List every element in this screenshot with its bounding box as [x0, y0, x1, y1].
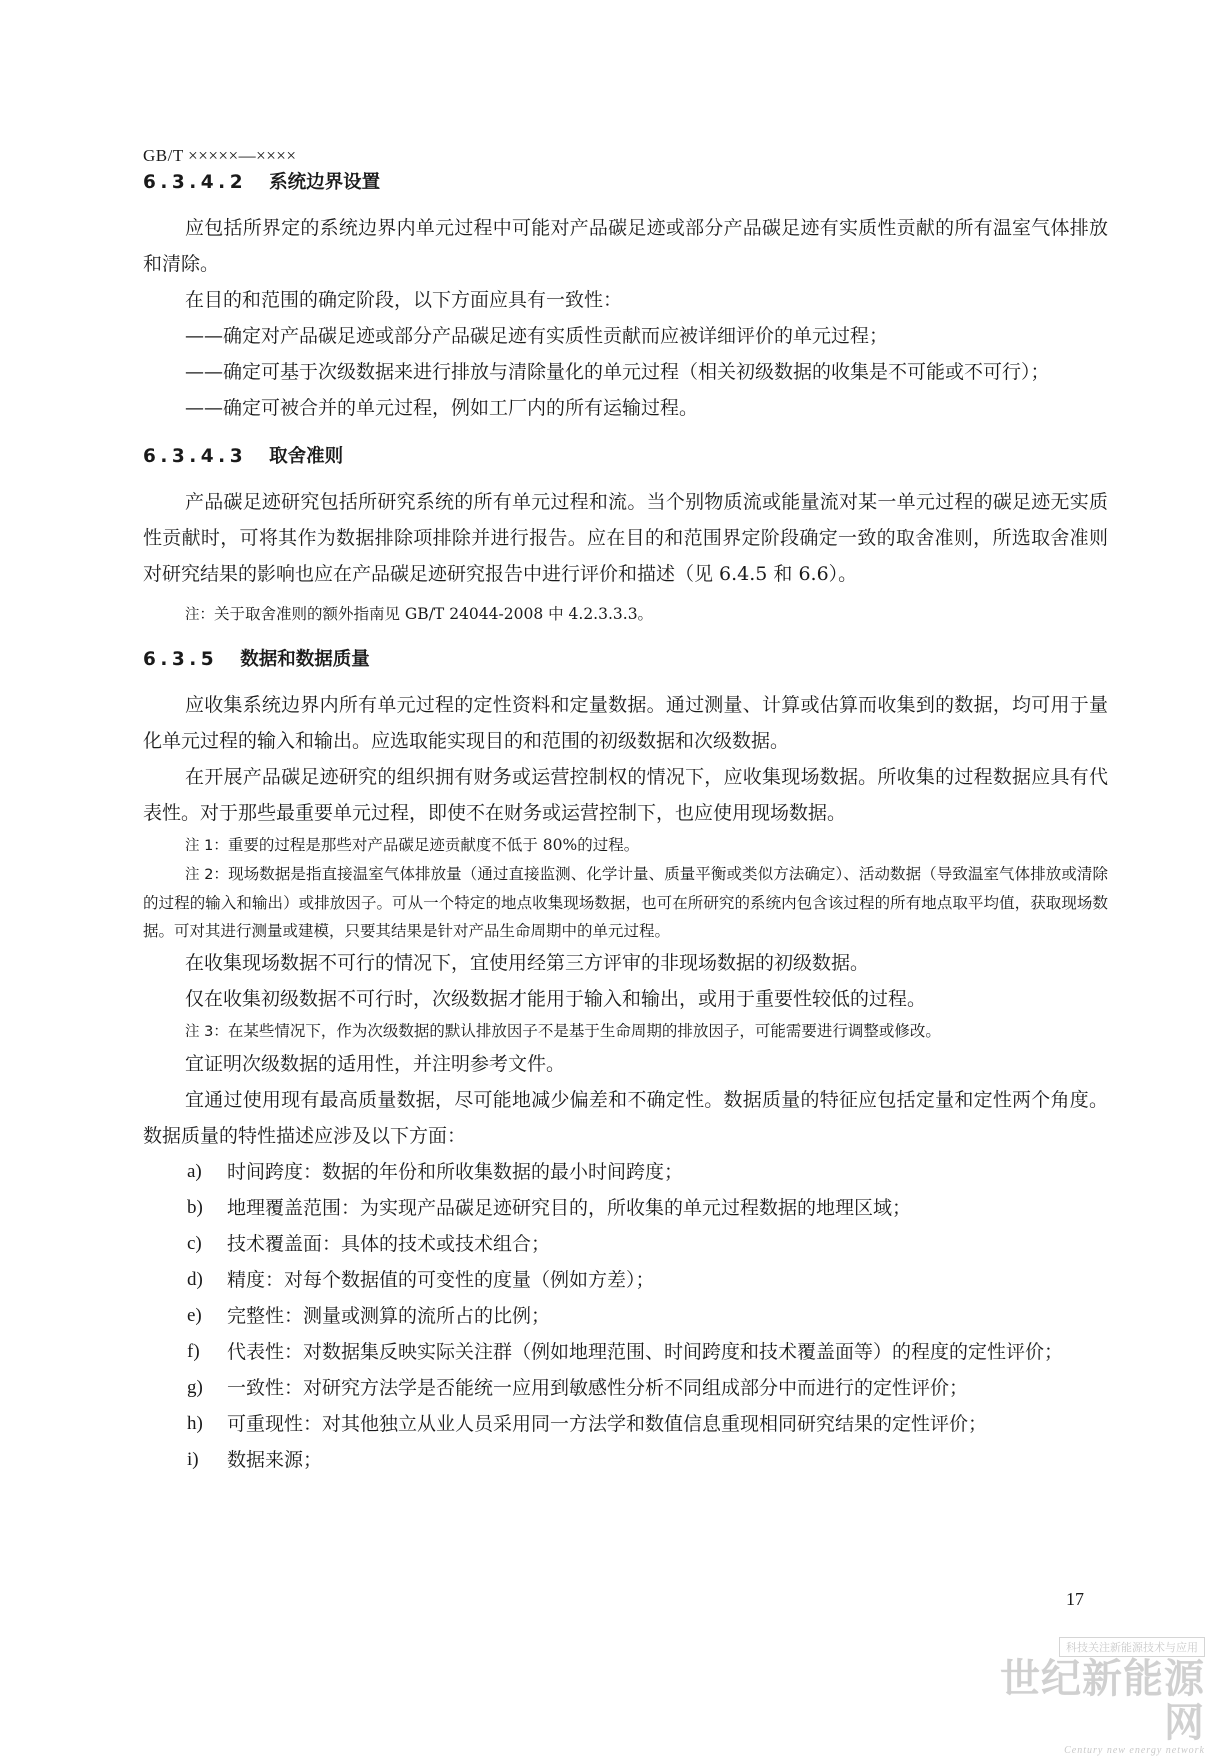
list-letter: h) [187, 1413, 203, 1434]
watermark-logo-text: 世纪新能源网 [1000, 1655, 1205, 1746]
paragraph: 仅在收集初级数据不可行时，次级数据才能用于输入和输出，或用于重要性较低的过程。 [185, 988, 927, 1010]
paragraph: 应收集系统边界内所有单元过程的定性资料和定量数据。通过测量、计算或估算而收集到的数据，均可用于量化单元过程的输入和输出。应选取能实现目的和范围的初级数据和次级数据。 [143, 694, 1108, 752]
list-item [143, 1334, 1108, 1370]
paragraph: 宜证明次级数据的适用性，并注明参考文件。 [185, 1053, 566, 1075]
list-letter: b) [187, 1197, 203, 1218]
list-item [143, 1190, 1108, 1226]
list-letter: i) [187, 1449, 199, 1470]
list-text: 技术覆盖面：具体的技术或技术组合； [227, 1233, 551, 1255]
paragraph: 产品碳足迹研究包括所研究系统的所有单元过程和流。当个别物质流或能量流对某一单元过程的碳足迹无实质性贡献时，可将其作为数据排除项排除并进行报告。应在目的和范围界定阶段确定一致的取舍准则，所选取舍准则对研究结果的影响也应在产品碳足迹研究报告中进行评价和描述（见 6.4.5 和 6.6）。 [143, 491, 1108, 585]
note [143, 600, 1108, 629]
list-item [143, 1442, 1108, 1478]
list-text: 地理覆盖范围：为实现产品碳足迹研究目的，所收集的单元过程数据的地理区域； [227, 1197, 912, 1219]
section-title: 取舍准则 [269, 446, 344, 467]
dash-list-item: ——确定可被合并的单元过程，例如工厂内的所有运输过程。 [185, 397, 699, 419]
section-heading-635 [143, 645, 1108, 675]
list-letter: c) [187, 1233, 202, 1254]
paragraph: 在开展产品碳足迹研究的组织拥有财务或运营控制权的情况下，应收集现场数据。所收集的过程数据应具有代表性。对于那些最重要单元过程，即使不在财务或运营控制下，也应使用现场数据。 [143, 766, 1108, 824]
list-item [143, 1406, 1108, 1442]
page-content [143, 168, 1108, 1478]
list-letter: d) [187, 1269, 203, 1290]
note-text: 重要的过程是那些对产品碳足迹贡献度不低于 80%的过程。 [227, 836, 640, 854]
note-label: 注 3： [185, 1024, 228, 1040]
list-letter: g) [187, 1377, 203, 1398]
watermark-logo [990, 1636, 1205, 1756]
list-item [143, 1370, 1108, 1406]
paragraph: 在收集现场数据不可行的情况下，宜使用经第三方评审的非现场数据的初级数据。 [185, 952, 870, 974]
list-text: 一致性：对研究方法学是否能统一应用到敏感性分析不同组成部分中而进行的定性评价； [227, 1377, 969, 1399]
paragraph: 应包括所界定的系统边界内单元过程中可能对产品碳足迹或部分产品碳足迹有实质性贡献的所有温室气体排放和清除。 [143, 217, 1108, 275]
list-letter: f) [187, 1341, 200, 1362]
section-number: 6.3.4.3 [143, 446, 248, 467]
list-text: 完整性：测量或测算的流所占的比例； [227, 1305, 551, 1327]
watermark-logo-subtitle: Century new energy network [1064, 1745, 1205, 1756]
dash-list-item: ——确定可基于次级数据来进行排放与清除量化的单元过程（相关初级数据的收集是不可能或不可行）； [185, 361, 1050, 383]
list-item [143, 1226, 1108, 1262]
note-label: 注 1： [185, 838, 228, 854]
list-text: 时间跨度：数据的年份和所收集数据的最小时间跨度； [227, 1161, 684, 1183]
standard-code: GB/T ×××××—×××× [143, 146, 297, 165]
note-text: 现场数据是指直接温室气体排放量（通过直接监测、化学计量、质量平衡或类似方法确定）、活动数据（导致温室气体排放或清除的过程的输入和输出）或排放因子。可从一个特定的地点收集现场数据，也可在所研究的系统内包含该过程的所有地点取平均值，获取现场数据。可对其进行测量或建模，只要其结果是针对产品生命周期中的单元过程。 [143, 865, 1108, 940]
note-label: 注 2： [185, 867, 229, 883]
note-text: 在某些情况下，作为次级数据的默认排放因子不是基于生命周期的排放因子，可能需要进行调整或修改。 [227, 1022, 941, 1040]
section-number: 6.3.5 [143, 649, 219, 670]
paragraph: 在目的和范围的确定阶段，以下方面应具有一致性： [185, 289, 623, 311]
note-3 [143, 1017, 1108, 1046]
list-item [143, 1298, 1108, 1334]
list-text: 数据来源； [227, 1449, 323, 1471]
section-heading-6343 [143, 442, 1108, 472]
paragraph: 宜通过使用现有最高质量数据，尽可能地减少偏差和不确定性。数据质量的特征应包括定量和定性两个角度。数据质量的特性描述应涉及以下方面： [143, 1089, 1108, 1147]
page-number: 17 [1066, 1589, 1084, 1609]
list-text: 可重现性：对其他独立从业人员采用同一方法学和数值信息重现相同研究结果的定性评价； [227, 1413, 988, 1435]
note-label: 注： [185, 607, 214, 623]
list-letter: e) [187, 1305, 202, 1326]
section-title: 系统边界设置 [269, 172, 381, 193]
section-heading-6342 [143, 168, 1108, 198]
quality-characteristics-list [143, 1154, 1108, 1478]
note-1 [143, 831, 1108, 860]
list-text: 精度：对每个数据值的可变性的度量（例如方差）； [227, 1269, 655, 1291]
dash-list-item: ——确定对产品碳足迹或部分产品碳足迹有实质性贡献而应被详细评价的单元过程； [185, 325, 889, 347]
list-item [143, 1262, 1108, 1298]
note-2 [143, 860, 1108, 945]
list-item [143, 1154, 1108, 1190]
watermark-slogan: 科技关注新能源技术与应用 [1059, 1637, 1205, 1657]
section-number: 6.3.4.2 [143, 172, 248, 193]
list-letter: a) [187, 1161, 202, 1182]
section-title: 数据和数据质量 [240, 649, 370, 670]
note-text: 关于取舍准则的额外指南见 GB/T 24044-2008 中 4.2.3.3.3。 [214, 605, 654, 623]
list-text: 代表性：对数据集反映实际关注群（例如地理范围、时间跨度和技术覆盖面等）的程度的定性评价； [227, 1341, 1064, 1363]
